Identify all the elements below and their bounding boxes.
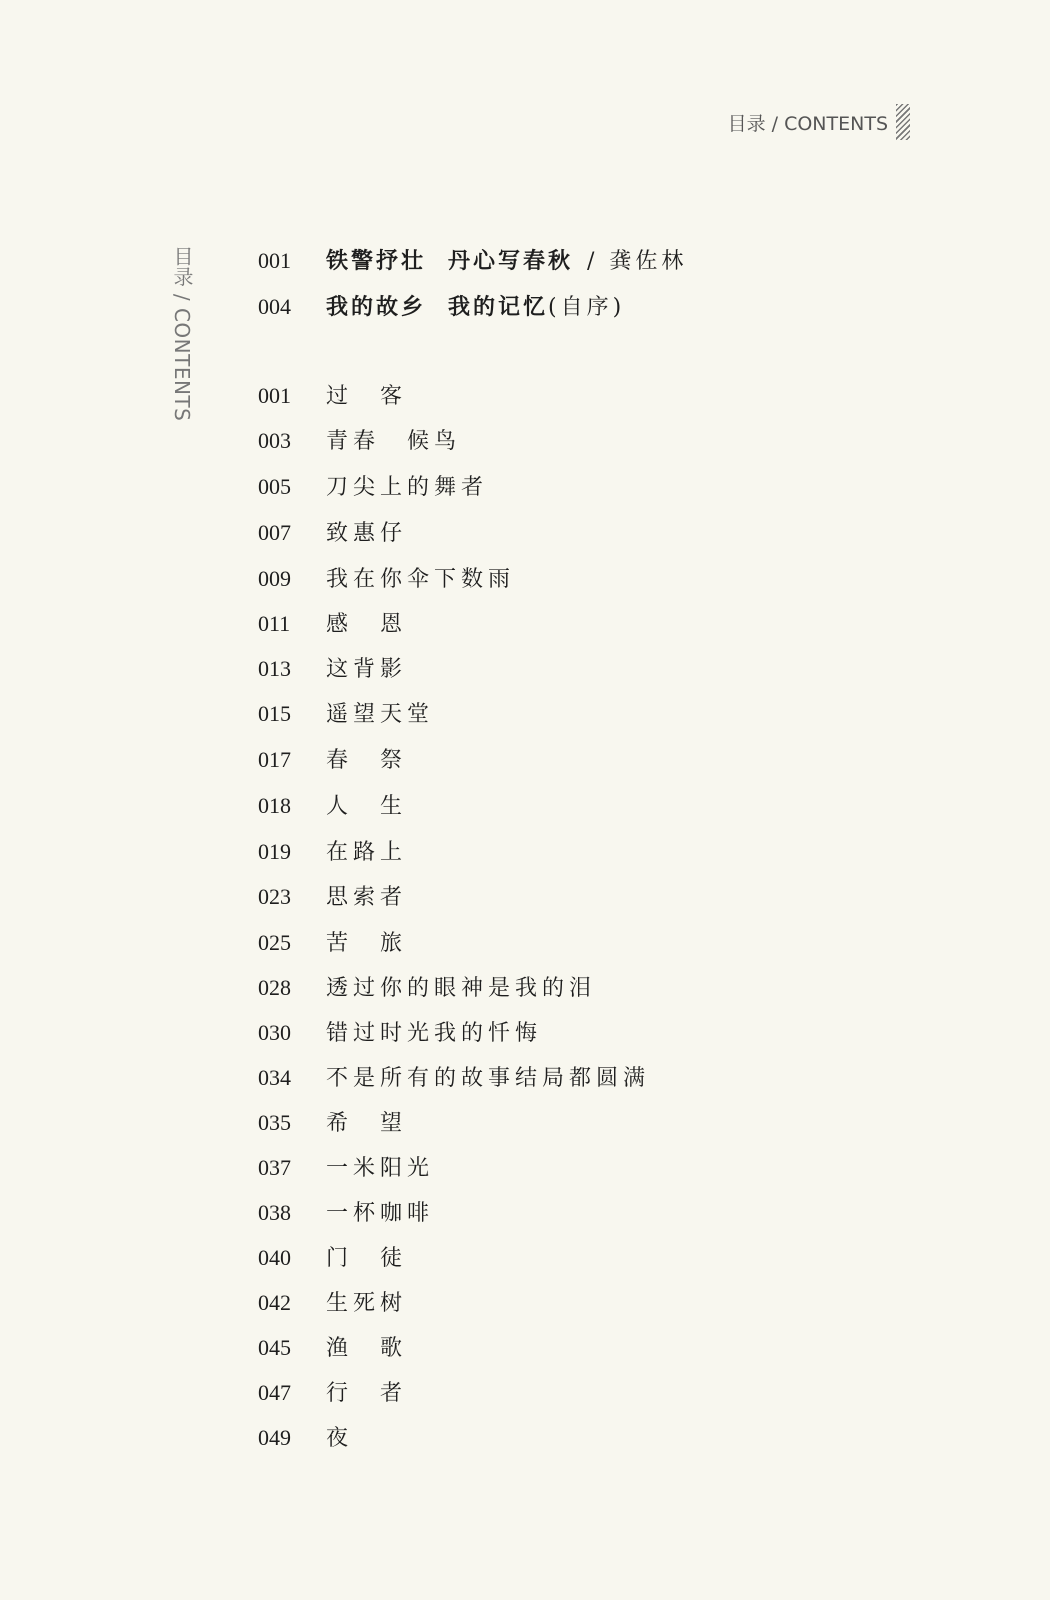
- page-number: 005: [258, 474, 291, 499]
- page-number: 001: [258, 383, 291, 408]
- entry-title: 夜: [326, 1426, 354, 1451]
- page-number: 001: [258, 248, 291, 273]
- toc-entry[interactable]: [258, 1061, 650, 1092]
- page-number: 030: [258, 1020, 291, 1045]
- page-number: 015: [258, 701, 291, 726]
- header-label: 目录 / CONTENTS: [727, 112, 888, 135]
- page-number: 035: [258, 1110, 291, 1135]
- side-label: 目录 / CONTENTS: [170, 246, 194, 422]
- entry-title: 苦 旅: [326, 931, 408, 956]
- entry-title: 行 者: [326, 1381, 408, 1406]
- entry-title: 人 生: [326, 794, 408, 819]
- entry-title: 透过你的眼神是我的泪: [326, 976, 597, 1001]
- page-number: 028: [258, 975, 291, 1000]
- page-number: 009: [258, 566, 291, 591]
- toc-entry[interactable]: [258, 1016, 542, 1047]
- toc-entry[interactable]: [258, 971, 596, 1002]
- toc-entry[interactable]: [258, 1151, 434, 1182]
- toc-entry[interactable]: [258, 1421, 353, 1452]
- page-number: 017: [258, 747, 291, 772]
- toc-entry[interactable]: [258, 470, 488, 501]
- entry-title: 过 客: [326, 384, 408, 409]
- page-number: 040: [258, 1245, 291, 1270]
- toc-entry[interactable]: [258, 1196, 434, 1227]
- page-number: 045: [258, 1335, 291, 1360]
- entry-title-b: 我的记忆: [448, 294, 549, 320]
- toc-entry[interactable]: [258, 789, 407, 820]
- toc-entry[interactable]: [258, 652, 407, 683]
- toc-entry[interactable]: [258, 835, 407, 866]
- entry-title: 一米阳光: [326, 1156, 435, 1181]
- toc-entry[interactable]: [258, 424, 461, 455]
- toc-entry[interactable]: [258, 926, 407, 957]
- page-number: 011: [258, 611, 291, 636]
- page-number: 038: [258, 1200, 291, 1225]
- entry-title-a: 铁警抒壮: [326, 248, 427, 274]
- page-number: 049: [258, 1425, 291, 1450]
- page-number: 007: [258, 520, 291, 545]
- entry-title-b: 丹心写春秋: [448, 248, 574, 274]
- page-number: 037: [258, 1155, 291, 1180]
- entry-title: 致惠仔: [326, 521, 408, 546]
- page-number: 019: [258, 839, 291, 864]
- entry-title: 渔 歌: [326, 1336, 408, 1361]
- entry-title: 错过时光我的忏悔: [326, 1021, 543, 1046]
- page-number: 023: [258, 884, 291, 909]
- toc-entry[interactable]: [258, 743, 407, 774]
- toc-entry[interactable]: [258, 697, 434, 728]
- page-number: 034: [258, 1065, 291, 1090]
- toc-entry[interactable]: [258, 562, 515, 593]
- entry-title: 思索者: [326, 885, 408, 910]
- entry-title: 门 徒: [326, 1246, 408, 1271]
- entry-title: 我在你伞下数雨: [326, 567, 516, 592]
- entry-title: 不是所有的故事结局都圆满: [326, 1066, 651, 1091]
- page-number: 025: [258, 930, 291, 955]
- page-number: 047: [258, 1380, 291, 1405]
- entry-title: 生死树: [326, 1291, 408, 1316]
- hatch-decoration-icon: [896, 104, 910, 140]
- page-header: [728, 104, 910, 140]
- entry-title: 一杯咖啡: [326, 1201, 435, 1226]
- toc-front-entry[interactable]: [258, 290, 625, 321]
- page-number: 042: [258, 1290, 291, 1315]
- entry-author: / 龚佐林: [587, 249, 688, 274]
- entry-title: 在路上: [326, 840, 408, 865]
- toc-entry[interactable]: [258, 379, 407, 410]
- page-number: 013: [258, 656, 291, 681]
- entry-title: 遥望天堂: [326, 702, 435, 727]
- toc-entry[interactable]: [258, 880, 407, 911]
- entry-title: 希 望: [326, 1111, 408, 1136]
- toc-entry[interactable]: [258, 607, 407, 638]
- toc-entry[interactable]: [258, 1241, 407, 1272]
- page-number: 003: [258, 428, 291, 453]
- entry-title: 春 祭: [326, 748, 408, 773]
- toc-entry[interactable]: [258, 1286, 407, 1317]
- toc-entry[interactable]: [258, 1106, 407, 1137]
- toc-entry[interactable]: [258, 516, 407, 547]
- toc-entry[interactable]: [258, 1376, 407, 1407]
- toc-front-entry[interactable]: [258, 244, 687, 275]
- page-number: 004: [258, 294, 291, 319]
- entry-suffix: (自序): [548, 295, 626, 320]
- entry-title: 这背影: [326, 657, 408, 682]
- entry-title: 感 恩: [326, 612, 408, 637]
- entry-title: 青春 候鸟: [326, 429, 462, 454]
- page-number: 018: [258, 793, 291, 818]
- entry-title-a: 我的故乡: [326, 294, 427, 320]
- toc-entry[interactable]: [258, 1331, 407, 1362]
- entry-title: 刀尖上的舞者: [326, 475, 489, 500]
